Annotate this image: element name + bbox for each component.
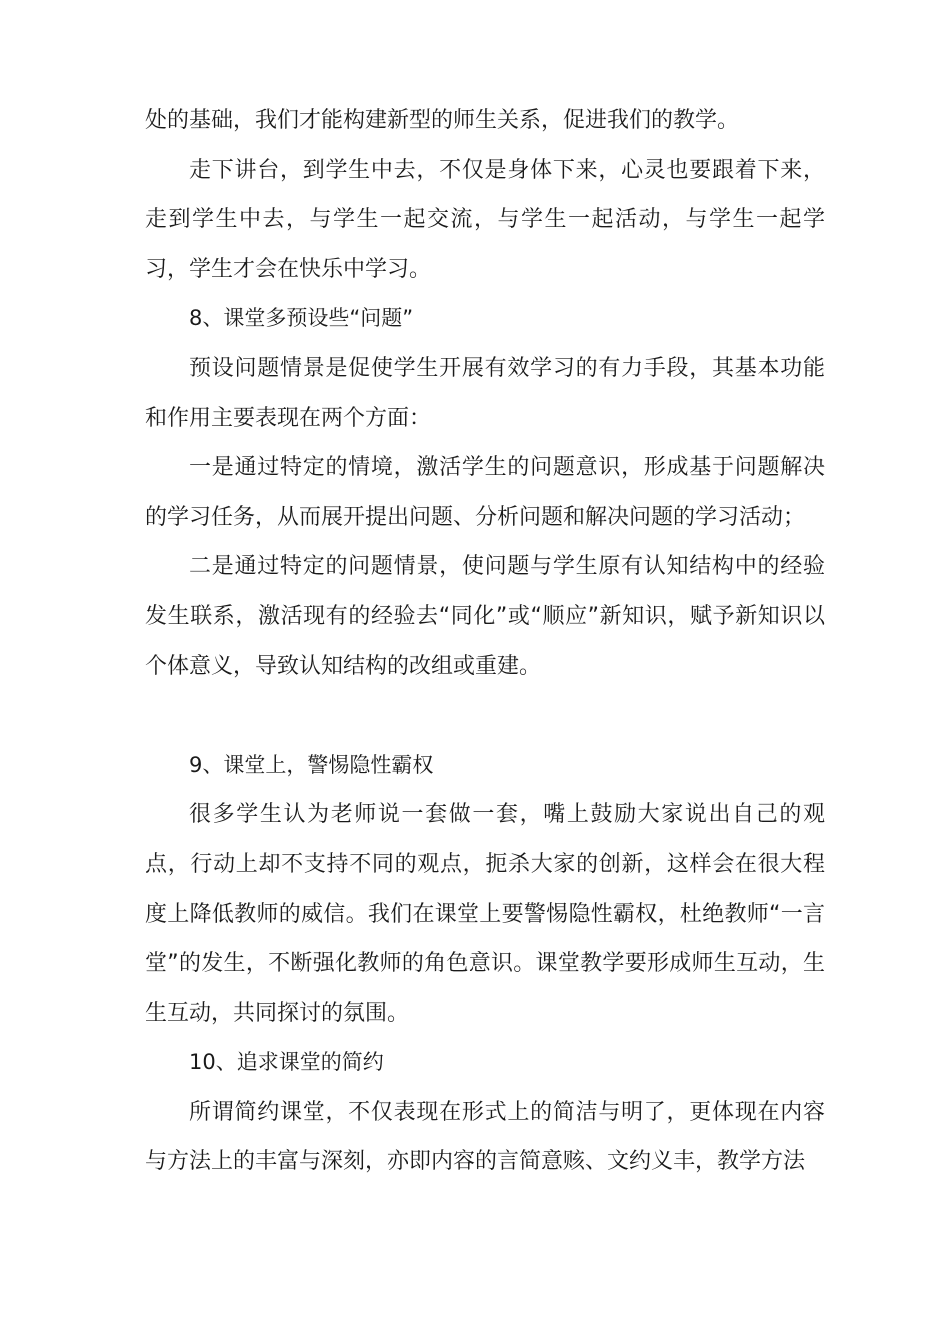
- document-page: [145, 96, 825, 1187]
- section-heading-10: 10、追求课堂的简约: [189, 1050, 384, 1075]
- section-heading-9: 9、课堂上，警惕隐性霸权: [189, 752, 434, 777]
- paragraph-point-two: 二是通过特定的问题情景，使问题与学生原有认知结构中的经验发生联系，激活现有的经验去“同化”或“顺应”新知识，赋予新知识以个体意义，导致认知结构的改组或重建。: [145, 554, 825, 679]
- paragraph-point-one: 一是通过特定的情境，激活学生的问题意识，形成基于问题解决的学习任务，从而展开提出问题、分析问题和解决问题的学习活动；: [145, 455, 825, 530]
- section-heading-8: 8、课堂多预设些“问题”: [189, 306, 414, 331]
- paragraph-simple-classroom: 所谓简约课堂，不仅表现在形式上的简洁与明了，更体现在内容与方法上的丰富与深刻，亦即内容的言简意赅、文约义丰，教学方法: [145, 1099, 825, 1175]
- blank-line: [145, 691, 825, 741]
- paragraph-step-down: 走下讲台，到学生中去，不仅是身体下来，心灵也要跟着下来，走到学生中去，与学生一起交流，与学生一起活动，与学生一起学习，学生才会在快乐中学习。: [145, 157, 825, 282]
- paragraph-preset-questions: 预设问题情景是促使学生开展有效学习的有力手段，其基本功能和作用主要表现在两个方面：: [145, 355, 825, 431]
- paragraph-continuation: 处的基础，我们才能构建新型的师生关系，促进我们的教学。: [145, 108, 740, 133]
- paragraph-hidden-hegemony: 很多学生认为老师说一套做一套，嘴上鼓励大家说出自己的观点，行动上却不支持不同的观点，扼杀大家的创新，这样会在很大程度上降低教师的威信。我们在课堂上要警惕隐性霸权，杜绝教师“一言堂”的发生，不断强化教师的角色意识。课堂教学要形成师生互动，生生互动，共同探讨的氛围。: [145, 802, 825, 1026]
